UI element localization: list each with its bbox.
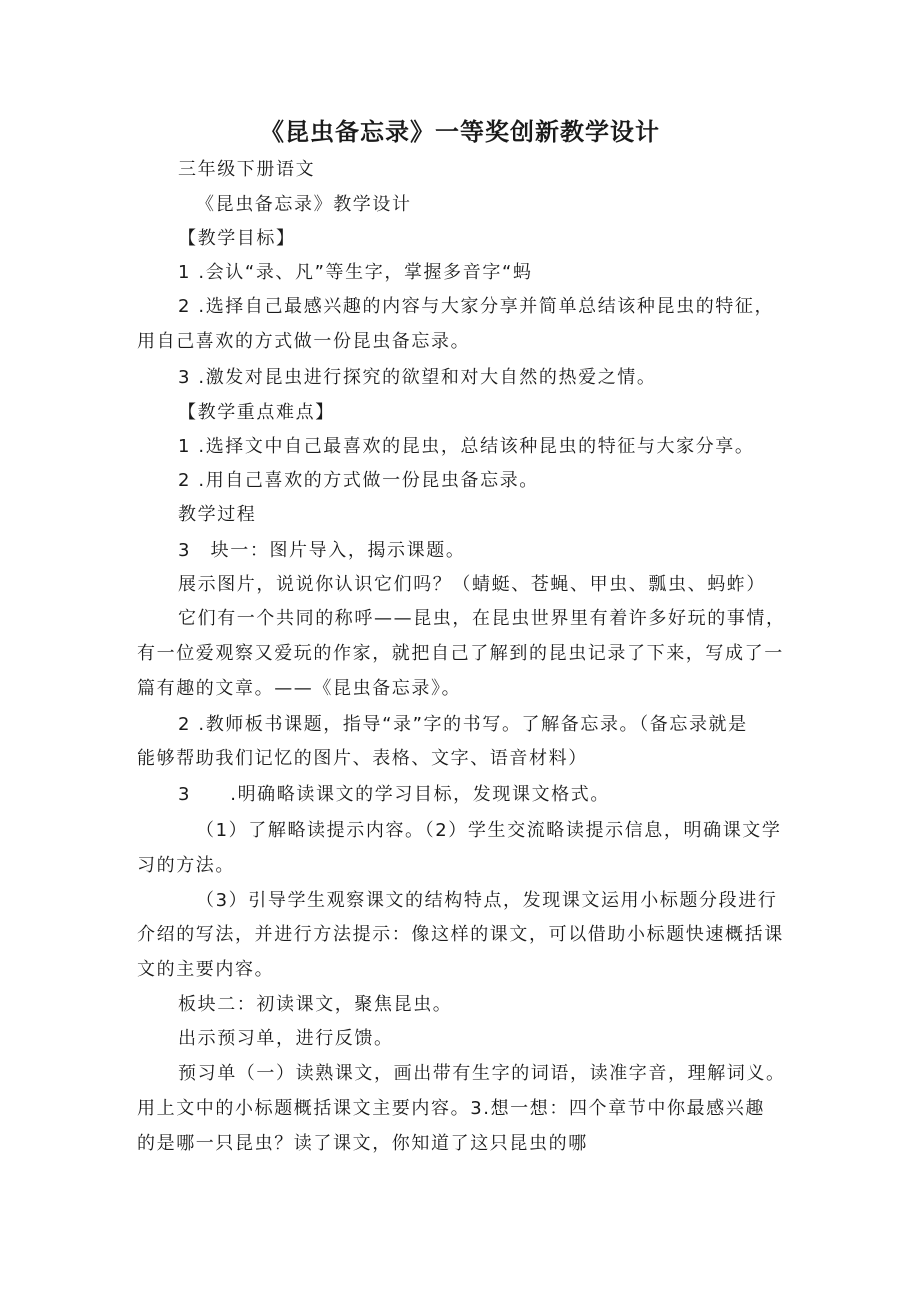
text-line: 介绍的写法，并进行方法提示：像这样的课文，可以借助小标题快速概括课	[137, 924, 784, 945]
text-line: 3 块一：图片导入，揭示课题。	[178, 540, 466, 561]
text-line: 用自己喜欢的方式做一份昆虫备忘录。	[137, 331, 471, 352]
text-line: 的是哪一只昆虫？读了课文，你知道了这只昆虫的哪	[137, 1133, 588, 1154]
text-line: 2 .用自己喜欢的方式做一份昆虫备忘录。	[178, 470, 539, 491]
section-heading: 板块二：初读课文，聚焦昆虫。	[178, 994, 453, 1015]
text-line: 3 .激发对昆虫进行探究的欲望和对大自然的热爱之情。	[178, 367, 657, 388]
text-line: 2 .选择自己最感兴趣的内容与大家分享并简单总结该种昆虫的特征，	[178, 296, 775, 317]
section-heading: 【教学重点难点】	[178, 402, 335, 423]
text-line: 2 .教师板书课题，指导“录”字的书写。了解备忘录。（备忘录就是	[178, 714, 748, 735]
text-line: 《昆虫备忘录》教学设计	[196, 194, 412, 215]
text-line: 1 .选择文中自己最喜欢的昆虫，总结该种昆虫的特征与大家分享。	[178, 436, 755, 457]
text-line: 3 .明确略读课文的学习目标，发现课文格式。	[178, 784, 610, 805]
text-line: （3）引导学生观察课文的结构特点，发现课文运用小标题分段进行	[196, 890, 778, 911]
text-line: 文的主要内容。	[137, 959, 275, 980]
text-line: 习的方法。	[137, 855, 235, 876]
text-line: 有一位爱观察又爱玩的作家，就把自己了解到的昆虫记录了下来，写成了一	[137, 643, 784, 664]
text-line: 预习单（一）读熟课文，画出带有生字的词语，读准字音，理解词义。	[178, 1063, 786, 1084]
section-heading: 【教学目标】	[178, 228, 296, 249]
text-line: 展示图片，说说你认识它们吗？（蜻蜓、苍蝇、甲虫、瓢虫、蚂蚱）	[178, 574, 766, 595]
text-line: 1 .会认“录、凡”等生字，掌握多音字“蚂	[178, 262, 533, 283]
document-title: 《昆虫备忘录》一等奖创新教学设计	[260, 118, 660, 146]
text-line: 能够帮助我们记忆的图片、表格、文字、语音材料）	[137, 748, 588, 769]
section-heading: 教学过程	[178, 504, 257, 525]
text-line: 篇有趣的文章。——《昆虫备忘录》。	[137, 678, 462, 699]
text-line: 用上文中的小标题概括课文主要内容。3.想一想：四个章节中你最感兴趣	[137, 1098, 765, 1119]
text-line: （1）了解略读提示内容。（2）学生交流略读提示信息，明确课文学	[196, 820, 782, 841]
text-line: 它们有一个共同的称呼——昆虫，在昆虫世界里有着许多好玩的事情，	[178, 608, 786, 629]
text-line: 三年级下册语文	[178, 159, 316, 180]
text-line: 出示预习单，进行反馈。	[178, 1028, 394, 1049]
